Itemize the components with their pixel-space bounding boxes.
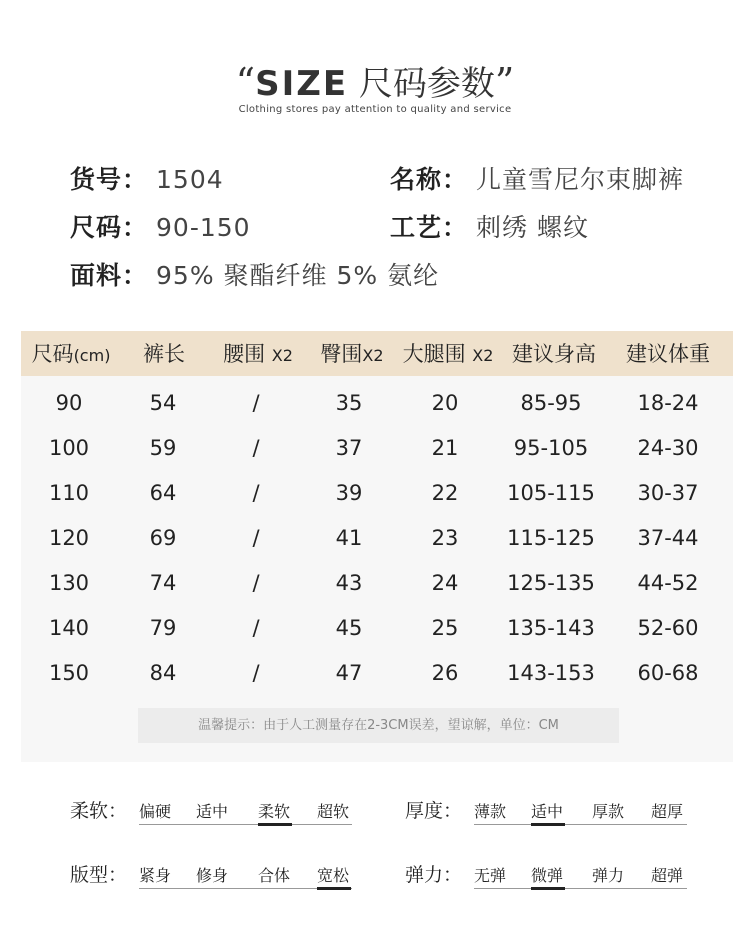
table-cell: 52-60 — [637, 616, 699, 640]
table-cell: / — [252, 571, 260, 595]
table-cell: 21 — [431, 436, 459, 460]
table-cell: 69 — [149, 526, 177, 550]
selected-option-marker — [531, 887, 565, 890]
header-height: 建议身高 — [512, 342, 596, 366]
attribute-option: 无弹 — [474, 866, 507, 885]
table-cell: / — [252, 481, 260, 505]
item-no-label: 货号： — [70, 165, 149, 194]
attribute-option: 适中 — [196, 802, 229, 821]
table-cell: 45 — [335, 616, 363, 640]
table-cell: 23 — [431, 526, 459, 550]
table-cell: 39 — [335, 481, 363, 505]
table-cell: 115-125 — [507, 526, 595, 550]
table-cell: 41 — [335, 526, 363, 550]
table-cell: 37-44 — [637, 526, 699, 550]
table-cell: 79 — [149, 616, 177, 640]
header-length: 裤长 — [143, 342, 185, 366]
table-cell: 60-68 — [637, 661, 699, 685]
fabric-value: 95% 聚酯纤维 5% 氨纶 — [156, 261, 440, 290]
table-cell: 24 — [431, 571, 459, 595]
info-size — [70, 208, 251, 244]
craft-label: 工艺： — [390, 213, 469, 242]
table-cell: / — [252, 616, 260, 640]
attribute-option: 柔软 — [258, 802, 291, 821]
table-cell: 85-95 — [520, 391, 582, 415]
info-craft — [390, 208, 589, 244]
table-cell: 130 — [48, 571, 90, 595]
selected-option-marker — [258, 823, 292, 826]
table-cell: 59 — [149, 436, 177, 460]
info-name — [390, 160, 684, 196]
attribute-label: 版型： — [70, 864, 128, 886]
attribute-option: 超弹 — [651, 866, 684, 885]
attribute-scale-line — [474, 824, 687, 825]
title-en: SIZE — [255, 64, 349, 104]
table-cell: 90 — [55, 391, 83, 415]
attribute-option: 超厚 — [651, 802, 684, 821]
size-label: 尺码： — [70, 213, 149, 242]
table-cell: / — [252, 391, 260, 415]
table-cell: 125-135 — [507, 571, 595, 595]
attribute-option: 微弹 — [531, 866, 564, 885]
close-quote: ” — [494, 60, 515, 104]
table-cell: 24-30 — [637, 436, 699, 460]
measurement-note: 温馨提示：由于人工测量存在2-3CM误差，望谅解，单位：CM — [138, 708, 619, 743]
table-cell: 18-24 — [637, 391, 699, 415]
header-thigh: 大腿围 X2 — [402, 342, 494, 366]
title-cn: 尺码参数 — [358, 64, 495, 104]
selected-option-marker — [317, 887, 351, 890]
attribute-option: 厚款 — [592, 802, 625, 821]
table-header — [21, 331, 733, 376]
attribute-label: 厚度： — [405, 800, 463, 822]
table-cell: 120 — [48, 526, 90, 550]
size-table — [21, 331, 733, 762]
table-cell: 135-143 — [507, 616, 595, 640]
craft-value: 刺绣 螺纹 — [476, 213, 589, 242]
table-cell: 74 — [149, 571, 177, 595]
table-cell: 22 — [431, 481, 459, 505]
header-waist: 腰围 X2 — [223, 342, 293, 366]
item-no-value: 1504 — [156, 165, 224, 194]
table-cell: 100 — [48, 436, 90, 460]
table-cell: 43 — [335, 571, 363, 595]
table-cell: 143-153 — [507, 661, 595, 685]
table-cell: / — [252, 436, 260, 460]
attribute-label: 弹力： — [405, 864, 463, 886]
open-quote: “ — [235, 60, 256, 104]
attribute-option: 合体 — [258, 866, 291, 885]
table-cell: 47 — [335, 661, 363, 685]
attribute-scale-line — [474, 888, 687, 889]
info-item-no — [70, 160, 224, 196]
table-cell: 150 — [48, 661, 90, 685]
header-weight: 建议体重 — [626, 342, 710, 366]
table-cell: / — [252, 526, 260, 550]
table-cell: 84 — [149, 661, 177, 685]
table-cell: 64 — [149, 481, 177, 505]
info-fabric — [70, 256, 439, 292]
table-cell: 54 — [149, 391, 177, 415]
fabric-label: 面料： — [70, 261, 149, 290]
table-cell: 105-115 — [507, 481, 595, 505]
name-value: 儿童雪尼尔束脚裤 — [476, 165, 685, 194]
table-cell: 20 — [431, 391, 459, 415]
table-cell: 35 — [335, 391, 363, 415]
attribute-option: 偏硬 — [139, 802, 172, 821]
table-cell: 30-37 — [637, 481, 699, 505]
table-cell: 140 — [48, 616, 90, 640]
table-cell: 37 — [335, 436, 363, 460]
name-label: 名称： — [390, 165, 469, 194]
table-cell: 26 — [431, 661, 459, 685]
attribute-option: 弹力 — [592, 866, 625, 885]
table-cell: 110 — [48, 481, 90, 505]
table-cell: 95-105 — [513, 436, 589, 460]
table-cell: / — [252, 661, 260, 685]
attribute-option: 超软 — [317, 802, 350, 821]
table-cell: 25 — [431, 616, 459, 640]
attribute-option: 修身 — [196, 866, 229, 885]
page-subtitle: Clothing stores pay attention to quality and service — [238, 104, 512, 115]
attribute-option: 薄款 — [474, 802, 507, 821]
attribute-label: 柔软： — [70, 800, 128, 822]
attribute-scale-line — [139, 824, 352, 825]
table-cell: 44-52 — [637, 571, 699, 595]
attribute-option: 宽松 — [317, 866, 350, 885]
attribute-option: 紧身 — [139, 866, 172, 885]
selected-option-marker — [531, 823, 565, 826]
attribute-option: 适中 — [531, 802, 564, 821]
header-hip: 臀围X2 — [320, 342, 384, 366]
size-value: 90-150 — [156, 213, 251, 242]
page-title — [0, 56, 750, 105]
header-size: 尺码(cm) — [31, 342, 111, 366]
